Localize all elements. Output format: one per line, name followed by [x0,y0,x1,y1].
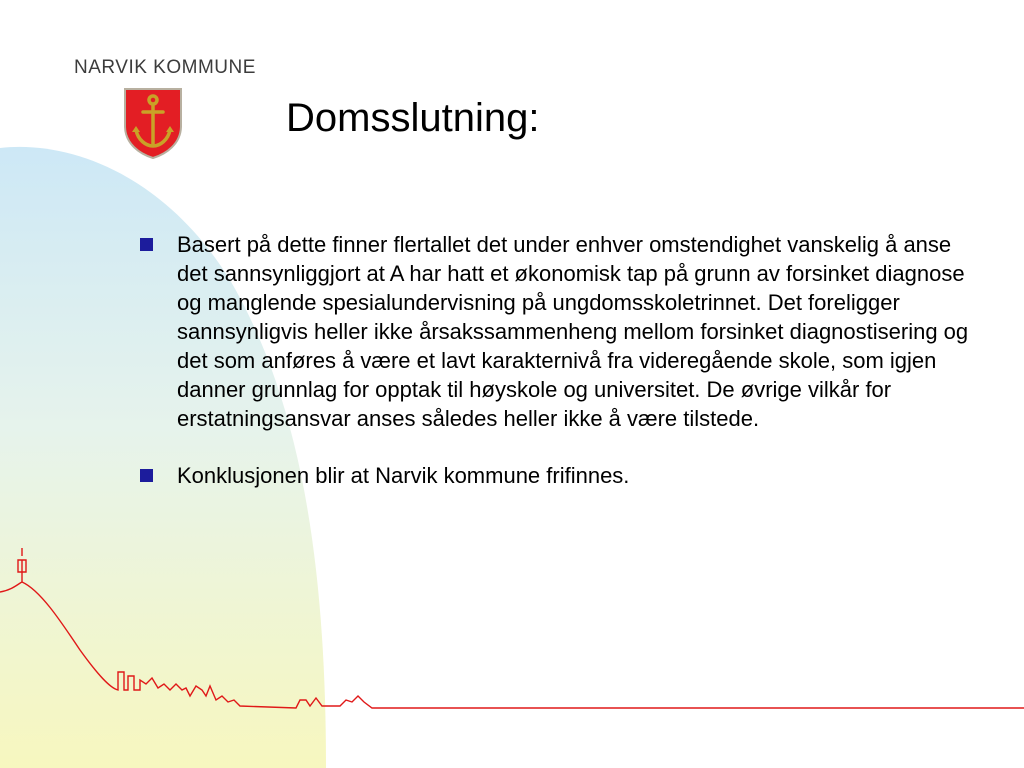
coat-of-arms-anchor-icon [122,86,184,160]
slide-title: Domsslutning: [286,96,540,140]
bullet-text: Konklusjonen blir at Narvik kommune frifinnes. [177,463,630,488]
bullet-item [140,230,980,433]
bullet-item [140,461,980,490]
bullet-square-icon [140,238,153,251]
bullet-text: Basert på dette finner flertallet det under enhver omstendighet vanskelig å anse det sannsynliggjort at A har hatt et økonomisk tap på grunn av forsinket diagnose og manglende spesialundervisning på ungdomsskoletrinnet. Det foreligger sannsynligvis heller ikke årsakssammenheng mellom forsinket diagnostisering og det som anføres å være et lavt karakternivå fra videregående skole, som igjen danner grunnlag for opptak til høyskole og universitet. De øvrige vilkår for erstatningsansvar anses således heller ikke å være tilstede. [177,232,969,431]
bullet-square-icon [140,469,153,482]
bullet-list [140,230,980,518]
municipality-logo-text: NARVIK KOMMUNE [74,57,256,78]
